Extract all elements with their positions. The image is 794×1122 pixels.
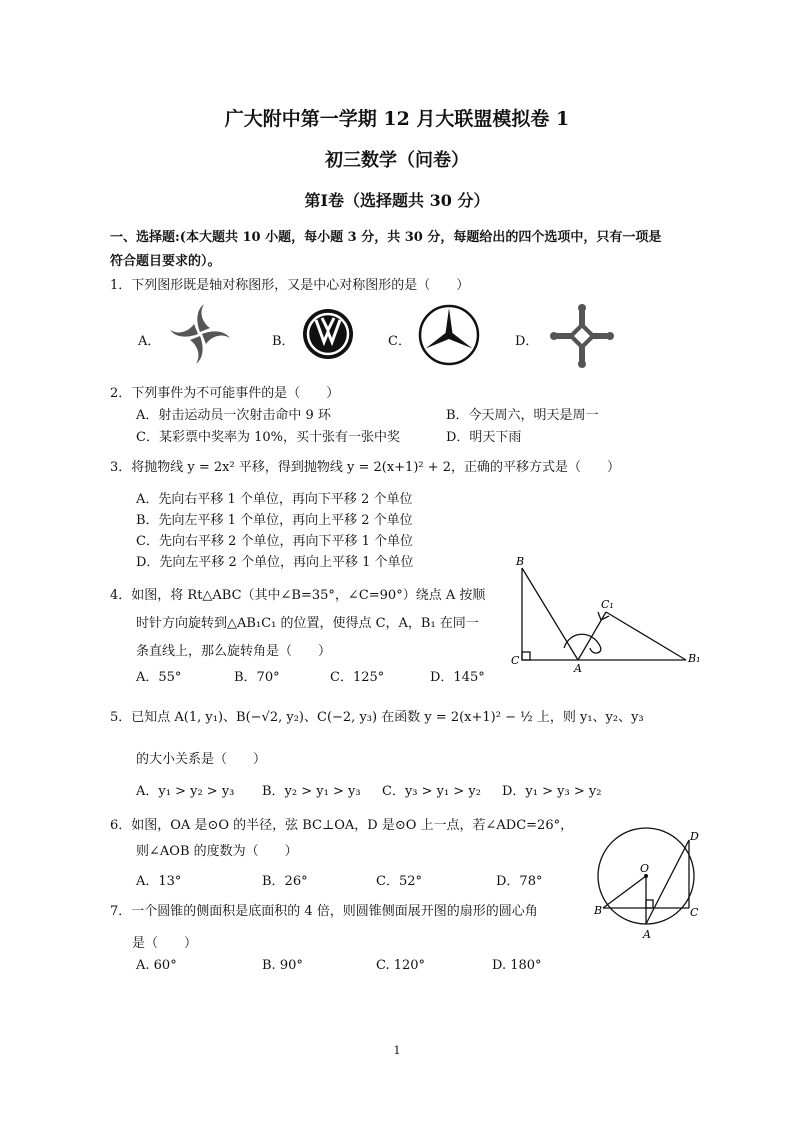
q4-option-d: D．145° [430,670,485,685]
q1-option-d: D． [515,334,539,349]
q1-option-a: A． [138,334,161,349]
q6-label-c: C [690,906,699,919]
section-header-line1: 一、选择题:(本大题共 10 小题，每小题 3 分，共 30 分，每题给出的四个选项中，只有一项是 [110,230,662,245]
q5-option-d: D．y₁ > y₃ > y₂ [502,784,602,799]
q7-line2: 是（ ） [132,936,198,951]
q4-rotation-figure [508,550,708,675]
q3-option-b: B．先向左平移 1 个单位，再向上平移 2 个单位 [136,513,413,528]
q2-option-c: C．某彩票中奖率为 10%，买十张有一张中奖 [136,430,400,445]
q6-option-c: C．52° [376,874,422,889]
mercedes-star-icon [418,304,480,366]
q4-option-b: B．70° [234,670,280,685]
q6-option-b: B．26° [262,874,308,889]
q5-line2: 的大小关系是（ ） [136,752,267,767]
q6-label-b: B [594,904,603,917]
part-title: 第Ⅰ卷（选择题共 30 分） [304,191,490,210]
q4-label-c: C [511,654,520,667]
q2-option-a: A．射击运动员一次射击命中 9 环 [136,408,331,423]
paper-title: 广大附中第一学期 12 月大联盟模拟卷 1 [224,108,570,130]
q2-stem: 2．下列事件为不可能事件的是（ ） [110,386,340,401]
q4-label-c1: C₁ [601,598,614,611]
q7-option-d: D. 180° [492,958,542,973]
section-header-line2: 符合题目要求的）。 [110,254,221,269]
q3-stem: 3．将抛物线 y = 2x² 平移，得到抛物线 y = 2(x+1)² + 2，正确的平移方式是（ ） [110,460,621,475]
q6-option-a: A．13° [136,874,182,889]
q5-option-c: C．y₃ > y₁ > y₂ [382,784,481,799]
q4-option-c: C．125° [330,670,385,685]
q4-label-b1: B₁ [688,652,701,665]
q6-line2: 则∠AOB 的度数为（ ） [136,844,298,859]
q7-option-a: A. 60° [136,958,177,973]
q4-line2: 时针方向旋转到△AB₁C₁ 的位置，使得点 C，A，B₁ 在同一 [136,616,479,631]
q5-option-a: A．y₁ > y₂ > y₃ [136,784,235,799]
paper-subtitle: 初三数学（问卷） [325,150,469,171]
q5-line1: 5．已知点 A(1, y₁)、B(−√2, y₂)、C(−2, y₃) 在函数 y = 2(x+1)² − ½ 上，则 y₁、y₂、y₃ [110,710,644,725]
q4-line1: 4．如图，将 Rt△ABC（其中∠B=35°，∠C=90°）绕点 A 按顺 [110,588,486,603]
q6-option-d: D．78° [496,874,543,889]
q5-option-b: B．y₂ > y₁ > y₃ [262,784,361,799]
q6-circle-figure [590,826,704,940]
q2-option-d: D．明天下雨 [446,430,522,445]
q6-label-o: O [640,862,650,875]
q6-label-d: D [690,830,699,843]
pinwheel-icon [168,302,232,366]
ornamental-cross-icon [548,302,616,370]
q3-option-a: A．先向右平移 1 个单位，再向下平移 2 个单位 [136,492,413,507]
q7-line1: 7．一个圆锥的侧面积是底面积的 4 倍，则圆锥侧面展开图的扇形的圆心角 [110,904,538,919]
q7-option-b: B. 90° [262,958,303,973]
q1-option-b: B． [272,334,295,349]
page-number: 1 [393,1044,401,1057]
q6-line1: 6．如图，OA 是⊙O 的半径，弦 BC⊥OA，D 是⊙O 上一点，若∠ADC=26°， [110,818,574,833]
q4-label-a: A [574,662,582,675]
q6-label-a: A [643,928,651,940]
q4-option-a: A．55° [136,670,182,685]
q3-option-d: D．先向左平移 2 个单位，再向上平移 1 个单位 [136,555,414,570]
q1-option-c: C． [388,334,411,349]
vw-logo-icon [302,308,354,360]
q7-option-c: C. 120° [376,958,426,973]
q1-stem: 1．下列图形既是轴对称图形，又是中心对称图形的是（ ） [110,278,470,293]
q4-label-b: B [516,555,525,568]
q3-option-c: C．先向右平移 2 个单位，再向下平移 1 个单位 [136,534,414,549]
q4-line3: 条直线上，那么旋转角是（ ） [136,644,332,659]
q2-option-b: B．今天周六，明天是周一 [446,408,599,423]
